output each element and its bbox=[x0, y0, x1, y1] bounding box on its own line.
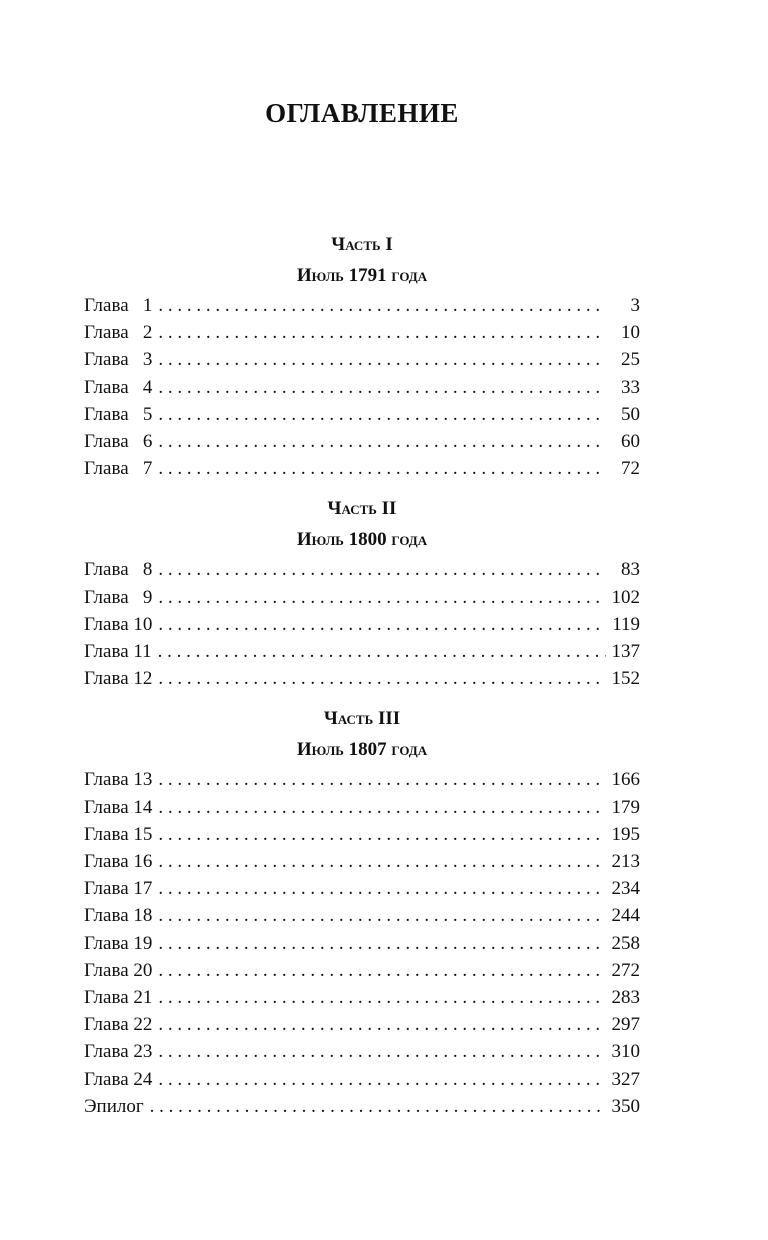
toc-entry-label: Глава 6 bbox=[84, 431, 153, 453]
dot-leader bbox=[158, 902, 606, 929]
dot-leader bbox=[158, 875, 606, 902]
dot-leader bbox=[158, 665, 606, 692]
toc-entry[interactable] bbox=[84, 1093, 640, 1120]
dot-leader bbox=[158, 1038, 606, 1065]
toc-entry-label: Глава 3 bbox=[84, 349, 153, 371]
dot-leader bbox=[158, 766, 606, 793]
toc-entry[interactable] bbox=[84, 401, 640, 428]
toc-entry-label: Глава 5 bbox=[84, 403, 153, 425]
toc-entry[interactable] bbox=[84, 346, 640, 373]
dot-leader bbox=[158, 794, 606, 821]
toc-entry[interactable] bbox=[84, 930, 640, 957]
toc-entry-label: Глава 24 bbox=[84, 1068, 153, 1090]
toc-entry[interactable] bbox=[84, 292, 640, 319]
toc-entry[interactable] bbox=[84, 984, 640, 1011]
toc-part bbox=[84, 704, 640, 1120]
dot-leader bbox=[158, 401, 606, 428]
dot-leader bbox=[158, 455, 606, 482]
toc-entry-label: Глава 1 bbox=[84, 295, 153, 316]
part-heading: Часть I bbox=[331, 234, 393, 255]
dot-leader bbox=[158, 984, 606, 1011]
toc-part bbox=[84, 230, 640, 482]
toc-page-number: 102 bbox=[611, 586, 640, 608]
toc-entry[interactable] bbox=[84, 1011, 640, 1038]
dot-leader bbox=[158, 821, 606, 848]
part-heading: Часть II bbox=[327, 498, 397, 520]
toc-entry-label: Глава 10 bbox=[84, 613, 153, 635]
dot-leader bbox=[158, 584, 606, 611]
dot-leader bbox=[158, 374, 606, 401]
toc-entry-label: Глава 9 bbox=[84, 586, 153, 608]
toc-entry[interactable] bbox=[84, 428, 640, 455]
toc-page-number: 179 bbox=[611, 796, 640, 818]
toc-page-number: 327 bbox=[611, 1068, 640, 1090]
toc-page-number: 258 bbox=[611, 932, 640, 954]
toc-entry-label: Глава 16 bbox=[84, 851, 153, 873]
toc-page-number: 244 bbox=[611, 905, 640, 927]
toc-entry-label: Эпилог bbox=[84, 1095, 144, 1117]
toc-page-number: 83 bbox=[621, 559, 640, 581]
dot-leader bbox=[158, 611, 606, 638]
toc-entry[interactable] bbox=[84, 611, 640, 638]
toc-page-number: 119 bbox=[612, 613, 640, 635]
dot-leader bbox=[158, 1066, 606, 1093]
toc-page-number: 213 bbox=[611, 851, 640, 873]
page-title: ОГЛАВЛЕНИЕ bbox=[265, 98, 459, 128]
part-subheading: Июль 1807 года bbox=[296, 739, 428, 761]
toc-entry-label: Глава 2 bbox=[84, 322, 153, 344]
toc-page-number: 234 bbox=[611, 878, 640, 900]
toc-page-number: 72 bbox=[621, 458, 640, 480]
toc-entry[interactable] bbox=[84, 821, 640, 848]
dot-leader bbox=[150, 1093, 606, 1120]
toc-page-number: 137 bbox=[611, 641, 640, 663]
toc-page-number: 60 bbox=[621, 431, 640, 453]
dot-leader bbox=[158, 638, 606, 665]
toc-page-number: 297 bbox=[611, 1014, 640, 1036]
toc-entry[interactable] bbox=[84, 584, 640, 611]
toc-page-number: 3 bbox=[630, 295, 640, 316]
toc-entry[interactable] bbox=[84, 1066, 640, 1093]
toc-page-number: 152 bbox=[611, 668, 640, 690]
dot-leader bbox=[158, 930, 606, 957]
toc-entry[interactable] bbox=[84, 848, 640, 875]
toc-entry-label: Глава 22 bbox=[84, 1014, 153, 1036]
toc-page-number: 310 bbox=[611, 1041, 640, 1063]
dot-leader bbox=[158, 957, 606, 984]
toc-entry[interactable] bbox=[84, 794, 640, 821]
toc-entry-label: Глава 17 bbox=[84, 878, 153, 900]
dot-leader bbox=[158, 319, 606, 346]
toc-entry-label: Глава 7 bbox=[84, 458, 153, 480]
dot-leader bbox=[158, 346, 606, 373]
toc-entry[interactable] bbox=[84, 875, 640, 902]
toc-entry[interactable] bbox=[84, 556, 640, 583]
table-of-contents bbox=[84, 230, 640, 1132]
toc-entry[interactable] bbox=[84, 455, 640, 482]
toc-part bbox=[84, 494, 640, 692]
dot-leader bbox=[158, 292, 606, 319]
toc-entry-label: Глава 18 bbox=[84, 905, 153, 927]
toc-page-number: 166 bbox=[611, 769, 640, 791]
toc-entry[interactable] bbox=[84, 665, 640, 692]
toc-entry[interactable] bbox=[84, 766, 640, 793]
toc-entry-label: Глава 13 bbox=[84, 769, 153, 791]
dot-leader bbox=[158, 848, 606, 875]
toc-entry[interactable] bbox=[84, 319, 640, 346]
toc-page-number: 350 bbox=[611, 1095, 640, 1117]
toc-page-number: 283 bbox=[611, 987, 640, 1009]
toc-entry-label: Глава 12 bbox=[84, 668, 153, 690]
toc-entry-label: Глава 14 bbox=[84, 796, 153, 818]
toc-entry[interactable] bbox=[84, 374, 640, 401]
toc-entry-label: Глава 8 bbox=[84, 559, 153, 581]
toc-page-number: 10 bbox=[621, 322, 640, 344]
toc-page-number: 50 bbox=[621, 403, 640, 425]
dot-leader bbox=[158, 1011, 606, 1038]
toc-entry[interactable] bbox=[84, 1038, 640, 1065]
part-subheading: Июль 1800 года bbox=[296, 529, 428, 551]
toc-page-number: 195 bbox=[611, 823, 640, 845]
toc-page-number: 25 bbox=[621, 349, 640, 371]
toc-entry[interactable] bbox=[84, 957, 640, 984]
part-subheading: Июль 1791 года bbox=[296, 265, 428, 286]
toc-entry-label: Глава 19 bbox=[84, 932, 153, 954]
toc-entry-label: Глава 15 bbox=[84, 823, 153, 845]
toc-entry[interactable] bbox=[84, 638, 640, 665]
part-heading: Часть III bbox=[323, 708, 401, 730]
dot-leader bbox=[158, 556, 606, 583]
toc-entry-label: Глава 20 bbox=[84, 959, 153, 981]
toc-entry[interactable] bbox=[84, 902, 640, 929]
toc-page-number: 33 bbox=[621, 376, 640, 398]
toc-entry-label: Глава 11 bbox=[84, 641, 152, 663]
toc-entry-label: Глава 21 bbox=[84, 987, 153, 1009]
dot-leader bbox=[158, 428, 606, 455]
toc-page-number: 272 bbox=[611, 959, 640, 981]
toc-entry-label: Глава 4 bbox=[84, 376, 153, 398]
toc-entry-label: Глава 23 bbox=[84, 1041, 153, 1063]
